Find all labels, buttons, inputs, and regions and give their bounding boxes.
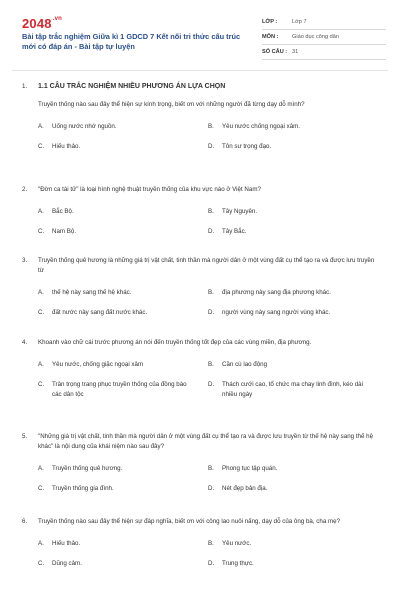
option-letter: B. (208, 540, 214, 547)
option-letter: A. (38, 465, 44, 472)
meta-label: SỐ CÂU : (262, 49, 288, 55)
question-number: 2. (22, 186, 28, 193)
option-text: Trân trọng trang phục truyền thống của đồng bào các dân tộc (52, 381, 187, 398)
option-text: Tôn sư trọng đạo. (222, 143, 272, 150)
option-letter: B. (208, 208, 214, 215)
options (38, 539, 378, 569)
option-row (38, 539, 378, 549)
option-row (38, 288, 378, 298)
option-row (38, 122, 378, 132)
option-letter: B. (208, 361, 214, 368)
site-logo[interactable] (22, 16, 62, 31)
option-text: Bắc Bộ. (52, 208, 74, 215)
option-text: Cần cù lao động (222, 361, 268, 368)
question-number: 4. (22, 339, 28, 346)
section-title: 1.1 CÂU TRẮC NGHIỆM NHIỀU PHƯƠNG ÁN LỰA CHỌN (38, 83, 226, 90)
option-b[interactable] (208, 464, 378, 474)
meta-row-count (262, 45, 386, 60)
option-b[interactable] (208, 288, 378, 298)
option-text: Nam Bộ. (52, 228, 77, 235)
option-letter: D. (208, 560, 215, 567)
option-letter: C. (38, 309, 45, 316)
question-text: Truyền thống quê hương là những giá trị vật chất, tinh thần mà người dân ở một vùng đất cụ thể tạo ra và được lưu truyền từ (38, 257, 375, 274)
question-header (22, 256, 378, 276)
option-c[interactable] (38, 308, 208, 318)
header-divider (12, 70, 388, 71)
meta-value: 31 (292, 49, 299, 55)
option-letter: A. (38, 540, 44, 547)
option-b[interactable] (208, 122, 378, 132)
option-d[interactable] (208, 227, 378, 237)
option-text: Nét đẹp bản địa. (222, 485, 268, 492)
option-letter: C. (38, 228, 45, 235)
option-row (38, 227, 378, 237)
question-2 (22, 185, 378, 247)
question-3 (22, 256, 378, 328)
question-1 (22, 82, 378, 162)
options (38, 288, 378, 318)
option-text: Truyền thống gia đình. (52, 485, 114, 492)
option-letter: D. (208, 309, 215, 316)
question-header (22, 517, 378, 527)
option-a[interactable] (38, 464, 208, 474)
document-title: Bài tập trắc nghiệm Giữa kì 1 GDCD 7 Kết nối tri thức cấu trúc mới có đáp án - Bài tập tự luyện (22, 32, 241, 51)
option-b[interactable] (208, 539, 378, 549)
option-row (38, 464, 378, 474)
option-a[interactable] (38, 207, 208, 217)
option-letter: C. (38, 485, 45, 492)
question-number: 6. (22, 518, 28, 525)
question-number: 1. (22, 83, 28, 90)
option-letter: B. (208, 123, 214, 130)
options (38, 122, 378, 152)
option-d[interactable] (208, 142, 378, 152)
option-a[interactable] (38, 539, 208, 549)
option-text: Dũng cảm. (52, 560, 82, 567)
options (38, 360, 378, 400)
option-text: Yêu nước chống ngoại xâm. (222, 123, 301, 130)
option-text: Yêu nước. (222, 540, 252, 547)
option-text: Truyền thống quê hương. (52, 465, 123, 472)
question-5 (22, 432, 378, 504)
option-letter: D. (208, 143, 215, 150)
option-text: Uống nước nhớ nguồn. (52, 123, 117, 130)
question-header (22, 82, 378, 92)
option-letter: C. (38, 560, 45, 567)
option-letter: B. (208, 289, 214, 296)
option-letter: D. (208, 381, 215, 388)
option-text: Hiếu thảo. (52, 540, 81, 547)
option-a[interactable] (38, 122, 208, 132)
option-letter: B. (208, 465, 214, 472)
option-c[interactable] (38, 559, 208, 569)
option-d[interactable] (208, 484, 378, 494)
page-header (12, 10, 388, 62)
option-b[interactable] (208, 360, 378, 370)
option-letter: A. (38, 361, 44, 368)
option-c[interactable] (38, 142, 208, 152)
option-letter: C. (38, 381, 45, 388)
option-row (38, 559, 378, 569)
question-text: Khoanh vào chữ cái trước phương án nói đến truyền thống tốt đẹp của các vùng miền, địa phương. (38, 339, 312, 346)
question-number: 5. (22, 433, 28, 440)
option-letter: D. (208, 228, 215, 235)
option-letter: C. (38, 143, 45, 150)
option-d[interactable] (208, 380, 378, 400)
option-text: Thách cưới cao, tổ chức ma chay linh đình, kéo dài nhiều ngày (222, 381, 363, 398)
option-letter: A. (38, 208, 44, 215)
option-a[interactable] (38, 288, 208, 298)
question-number: 3. (22, 257, 28, 264)
question-header (22, 185, 378, 195)
option-letter: A. (38, 123, 44, 130)
option-text: địa phương này sang địa phương khác. (222, 289, 331, 296)
meta-label: LỚP : (262, 19, 278, 25)
option-d[interactable] (208, 559, 378, 569)
meta-label: MÔN : (262, 34, 279, 40)
option-letter: D. (208, 485, 215, 492)
option-c[interactable] (38, 380, 208, 400)
question-4 (22, 338, 378, 410)
option-text: Tây Bắc. (222, 228, 247, 235)
question-text: "Đờn ca tài tử" là loại hình nghệ thuật truyền thống của khu vực nào ở Việt Nam? (38, 186, 261, 193)
question-text: "Những giá trị vật chất, tinh thần mà người dân ở một vùng đất cụ thể tạo ra và được lưu truyền từ thế hệ này sang thế hệ khác" là nội dung của khái niệm nào sau đây? (38, 433, 374, 450)
question-header (22, 432, 378, 452)
logo-suffix-text: .vn (52, 16, 63, 22)
option-a[interactable] (38, 360, 208, 370)
meta-row-class (262, 15, 386, 30)
option-row (38, 380, 378, 400)
logo-main-text: 2048 (22, 16, 52, 31)
option-row (38, 360, 378, 370)
option-row (38, 484, 378, 494)
option-row (38, 142, 378, 152)
question-text: Truyền thống nào sau đây thể hiện sự kính trọng, biết ơn với những người đã từng dạy dỗ mình? (38, 101, 305, 108)
question-text: Truyền thống nào sau đây thể hiện sự đáp nghĩa, biết ơn với công lao nuôi nấng, dạy dỗ của ông bà, cha mẹ? (38, 518, 341, 525)
option-row (38, 308, 378, 318)
option-b[interactable] (208, 207, 378, 217)
option-c[interactable] (38, 227, 208, 237)
question-6 (22, 517, 378, 579)
option-text: thế hệ này sang thế hệ khác. (52, 289, 132, 296)
meta-table (262, 15, 386, 60)
option-text: Phong tục tập quán. (222, 465, 278, 472)
option-d[interactable] (208, 308, 378, 318)
option-row (38, 207, 378, 217)
meta-value: Giáo dục công dân (292, 34, 339, 40)
option-c[interactable] (38, 484, 208, 494)
option-text: đất nước này sang đất nước khác. (52, 309, 148, 316)
option-letter: A. (38, 289, 44, 296)
options (38, 464, 378, 494)
options (38, 207, 378, 237)
option-text: Yêu nước, chống giặc ngoại xâm (52, 361, 144, 368)
option-text: Tây Nguyên. (222, 208, 258, 215)
option-text: người vùng này sang người vùng khác. (222, 309, 331, 316)
meta-row-subject (262, 30, 386, 45)
option-text: Hiếu thảo. (52, 143, 81, 150)
meta-value: Lớp 7 (292, 19, 307, 25)
option-text: Trung thực. (222, 560, 254, 567)
question-header (22, 338, 378, 348)
